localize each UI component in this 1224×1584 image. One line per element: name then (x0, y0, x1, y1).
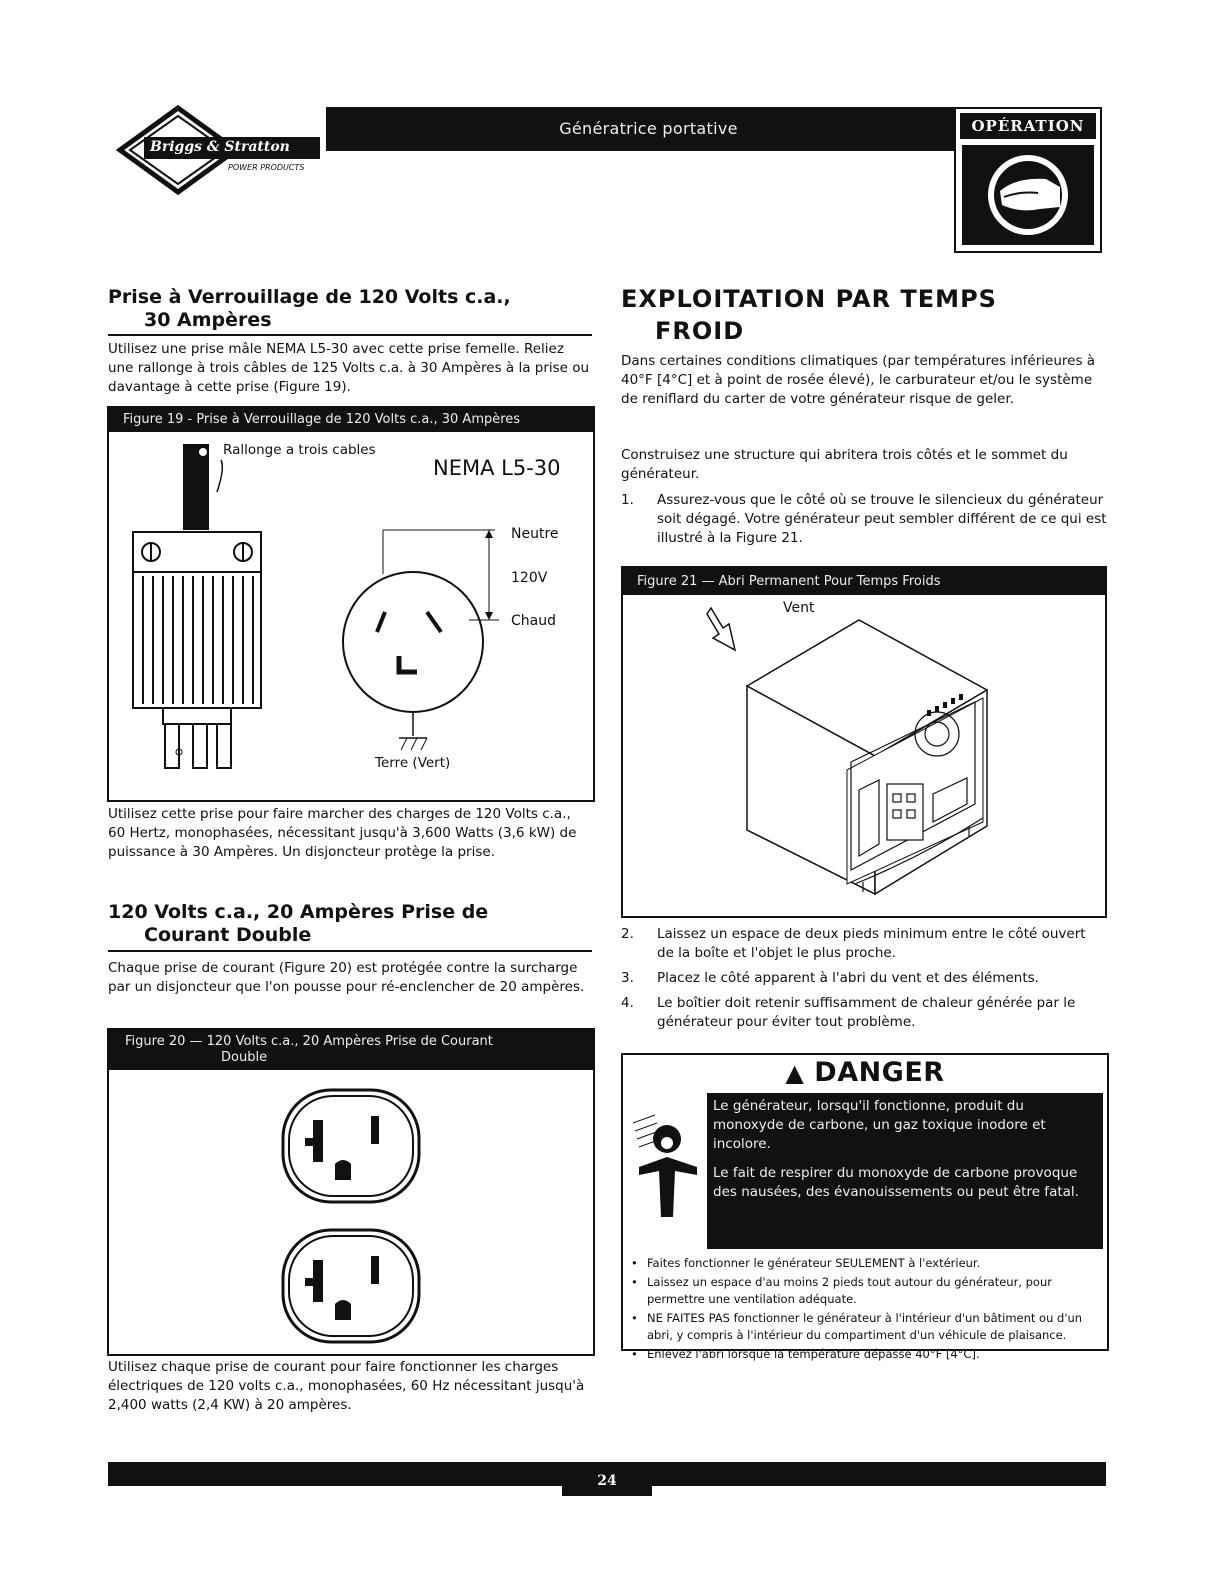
label-neutral: Neutre (511, 526, 559, 542)
heading-line: 30 Ampères (144, 309, 272, 331)
list-item (621, 969, 1091, 988)
list-number: 1. (621, 492, 634, 508)
danger-bullet-list (627, 1255, 1099, 1365)
label-vent: Vent (783, 600, 815, 616)
heading-rule (108, 950, 592, 952)
page-number: 24 (562, 1466, 652, 1496)
caption-line: Figure 20 — 120 Volts c.a., 20 Ampères Prise de Courant (125, 1034, 493, 1049)
label-voltage: 120V (511, 570, 548, 586)
bullet-item: • Laissez un espace d'au moins 2 pieds tout autour du générateur, pour permettre une ventilation adéquate. (627, 1274, 1099, 1308)
heading-line: FROID (655, 317, 745, 345)
list-number: 2. (621, 926, 634, 942)
section-heading-duplex-outlet (108, 901, 592, 947)
list-text: Le boîtier doit retenir suffisamment de chaleur générée par le générateur pour éviter tout problème. (657, 995, 1076, 1030)
header-title-bar: Génératrice portative (326, 107, 971, 151)
duplex-outlet-diagram (109, 1080, 593, 1352)
caption-line: Double (221, 1050, 268, 1065)
list-item (621, 994, 1091, 1032)
brand-logo (108, 104, 328, 196)
toxic-fumes-icon (627, 1109, 705, 1229)
brand-subtitle: POWER PRODUCTS (228, 163, 305, 172)
paragraph: Utilisez une prise mâle NEMA L5-30 avec cette prise femelle. Reliez une rallonge à trois câbles de 125 Volts c.a. à 30 Ampères à la prise ou davantage à cette prise (Figure 19). (108, 341, 590, 395)
operation-hand-icon (962, 145, 1094, 245)
generator-shelter-diagram (623, 594, 1105, 916)
label-hot: Chaud (511, 613, 556, 629)
label-model: NEMA L5-30 (433, 456, 561, 480)
list-text: Assurez-vous que le côté où se trouve le silencieux du générateur soit dégagé. Votre générateur peut sembler différent de ce qui est illustré à la Figure 21. (657, 492, 1107, 546)
danger-message (707, 1093, 1103, 1249)
figure-caption (109, 1030, 593, 1070)
heading-line: EXPLOITATION PAR TEMPS (621, 285, 997, 313)
paragraph: Dans certaines conditions climatiques (par températures inférieures à 40°F [4°C] et à point de rosée élevé), le carburateur et/ou le système de reniflard du carter de votre générateur risque de geler. (621, 353, 1096, 407)
list-number: 3. (621, 970, 634, 986)
danger-message-line: Le fait de respirer du monoxyde de carbone provoque des nausées, des évanouissements ou peut être fatal. (713, 1165, 1079, 1200)
figure-21 (621, 566, 1107, 918)
steps-list (621, 925, 1091, 1032)
section-heading-cold-weather (621, 283, 1105, 347)
figure-20 (107, 1028, 595, 1356)
label-cord: Rallonge a trois cables (223, 442, 376, 458)
list-item (621, 491, 1107, 548)
paragraph: Utilisez cette prise pour faire marcher des charges de 120 Volts c.a., 60 Hertz, monophasées, nécessitant jusqu'à 3,600 Watts (3,6 kW) de puissance à 30 Ampères. Un disjoncteur protège la prise. (108, 806, 577, 860)
figure-caption: Figure 19 - Prise à Verrouillage de 120 Volts c.a., 30 Ampères (109, 408, 593, 432)
brand-name: Briggs & Stratton (150, 139, 290, 155)
section-tab (954, 107, 1102, 253)
paragraph: Chaque prise de courant (Figure 20) est protégée contre la surcharge par un disjoncteur que l'on pousse pour ré-enclencher de 20 ampères. (108, 960, 585, 995)
list-number: 4. (621, 995, 634, 1011)
list-text: Laissez un espace de deux pieds minimum entre le côté ouvert de la boîte et l'objet le plus proche. (657, 926, 1086, 961)
section-heading-locking-outlet (108, 286, 592, 332)
danger-title-text: DANGER (814, 1057, 945, 1088)
section-tab-label: OPÉRATION (960, 113, 1096, 139)
list-item (621, 925, 1091, 963)
heading-line: Prise à Verrouillage de 120 Volts c.a., (108, 286, 511, 308)
paragraph: Construisez une structure qui abritera trois côtés et le sommet du générateur. (621, 447, 1068, 482)
list-text: Placez le côté apparent à l'abri du vent et des éléments. (657, 970, 1039, 986)
figure-caption: Figure 21 — Abri Permanent Pour Temps Froids (623, 568, 1105, 595)
bullet-item: • Enlevez l'abri lorsque la température dépasse 40°F [4°C]. (627, 1346, 1099, 1363)
bullet-item: • NE FAITES PAS fonctionner le générateur à l'intérieur d'un bâtiment ou d'un abri, y compris à l'intérieur du compartiment d'un véhicule de plaisance. (627, 1310, 1099, 1344)
danger-notice (621, 1053, 1109, 1361)
heading-rule (108, 334, 592, 336)
danger-title (623, 1057, 1107, 1088)
label-ground: Terre (Vert) (375, 755, 451, 771)
heading-line: Courant Double (144, 924, 312, 946)
heading-line: 120 Volts c.a., 20 Ampères Prise de (108, 901, 489, 923)
paragraph: Utilisez chaque prise de courant pour faire fonctionner les charges électriques de 120 volts c.a., monophasées, 60 Hz nécessitant jusqu'à 2,400 watts (2,4 KW) à 20 ampères. (108, 1359, 585, 1413)
danger-message-band (627, 1093, 1103, 1249)
danger-message-line: Le générateur, lorsqu'il fonctionne, produit du monoxyde de carbone, un gaz toxique inodore et incolore. (713, 1098, 1046, 1152)
figure-19 (107, 406, 595, 802)
bullet-item: • Faites fonctionner le générateur SEULEMENT à l'extérieur. (627, 1255, 1099, 1272)
warning-triangle-icon: ▲ (785, 1059, 805, 1087)
